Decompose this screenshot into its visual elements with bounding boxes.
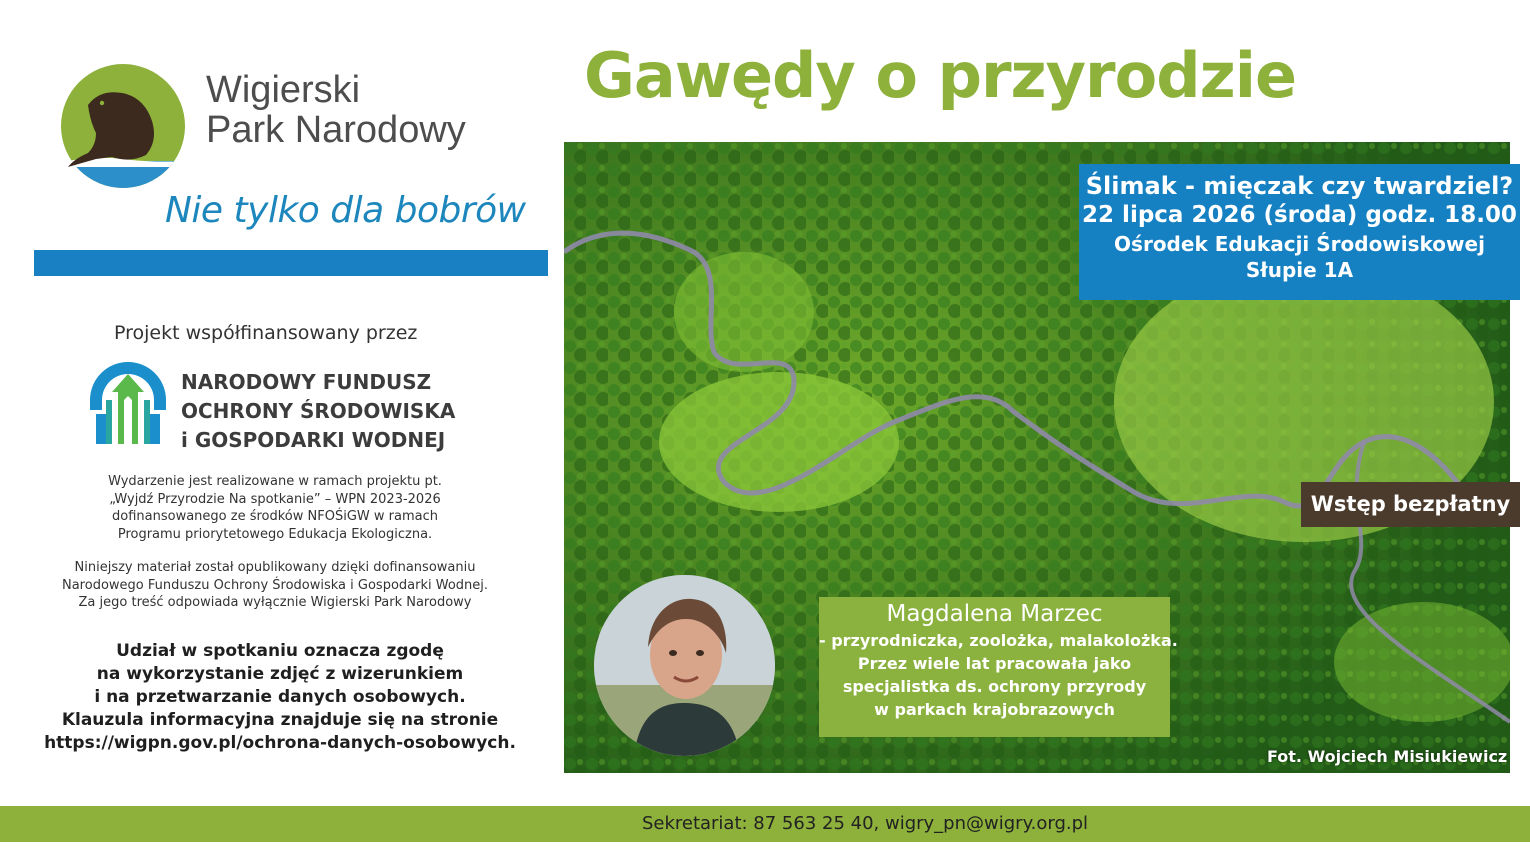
funding-disclaimer-line: Niniejszy materiał został opublikowany dzięki dofinansowaniu xyxy=(74,560,476,575)
project-note-line: dofinansowanego ze środków NFOŚiGW w ramach xyxy=(112,509,438,524)
project-note-line: „Wyjdź Przyrodzie Na spotkanie” – WPN 2023-2026 xyxy=(109,491,441,507)
park-name-line1: Wigierski xyxy=(206,69,361,111)
funding-disclaimer-line: Za jego treść odpowiada wyłącznie Wigierski Park Narodowy xyxy=(78,595,472,610)
photo-credit: Fot. Wojciech Misiukiewicz xyxy=(1267,747,1508,766)
funding-disclaimer xyxy=(30,559,520,612)
speaker-bio xyxy=(819,629,1178,721)
park-name-line2: Park Narodowy xyxy=(206,109,466,151)
consent-notice xyxy=(30,640,530,755)
speaker-avatar xyxy=(594,575,775,756)
consent-line: i na przetwarzanie danych osobowych. xyxy=(94,687,466,707)
event-series-title: Gawędy o przyrodzie xyxy=(583,39,1296,112)
beaver-icon xyxy=(60,63,186,189)
divider-bar xyxy=(34,250,548,276)
park-logo xyxy=(60,63,186,189)
cofinancing-intro: Projekt współfinansowany przez xyxy=(114,322,418,344)
consent-line: Udział w spotkaniu oznacza zgodę xyxy=(116,641,444,661)
fund-name xyxy=(181,368,455,455)
fund-name-line2: OCHRONY ŚRODOWISKA xyxy=(181,399,456,423)
project-note-line: Wydarzenie jest realizowane w ramach projektu pt. xyxy=(108,474,442,489)
event-topic: Ślimak - mięczak czy twardziel? xyxy=(1085,172,1514,200)
admission-badge: Wstęp bezpłatny xyxy=(1301,482,1520,527)
speaker-bio-line: Przez wiele lat pracowała jako xyxy=(857,654,1132,673)
speaker-bio-line: w parkach krajobrazowych xyxy=(874,700,1115,719)
slogan: Nie tylko dla bobrów xyxy=(165,190,526,231)
park-name xyxy=(206,70,466,150)
nfosigw-logo-icon xyxy=(88,360,168,446)
speaker-bio-line: specjalistka ds. ochrony przyrody xyxy=(842,677,1147,696)
speaker-info-box xyxy=(819,597,1178,737)
funding-disclaimer-line: Narodowego Funduszu Ochrony Środowiska i Gospodarki Wodnej. xyxy=(61,577,489,593)
speaker-name: Magdalena Marzec xyxy=(886,601,1103,627)
project-note-line: Programu priorytetowego Edukacja Ekologiczna. xyxy=(117,526,433,542)
consent-line: Klauzula informacyjna znajduje się na stronie xyxy=(61,710,499,730)
event-datetime: 22 lipca 2026 (środa) godz. 18.00 xyxy=(1082,202,1517,228)
event-info-box xyxy=(1079,164,1520,300)
event-address: Słupie 1A xyxy=(1245,258,1354,282)
event-venue: Ośrodek Edukacji Środowiskowej xyxy=(1114,232,1485,256)
speaker-bio-line: - przyrodniczka, zoolożka, malakolożka. xyxy=(819,631,1178,650)
footer-contact: Sekretariat: 87 563 25 40, wigry_pn@wigry.org.pl xyxy=(641,813,1089,834)
fund-name-line1: NARODOWY FUNDUSZ xyxy=(181,370,432,394)
fund-name-line3: i GOSPODARKI WODNEJ xyxy=(181,428,446,452)
consent-line: na wykorzystanie zdjęć z wizerunkiem xyxy=(96,664,464,684)
privacy-policy-link[interactable]: https://wigpn.gov.pl/ochrona-danych-osobowych. xyxy=(44,733,516,753)
project-note xyxy=(30,473,520,543)
